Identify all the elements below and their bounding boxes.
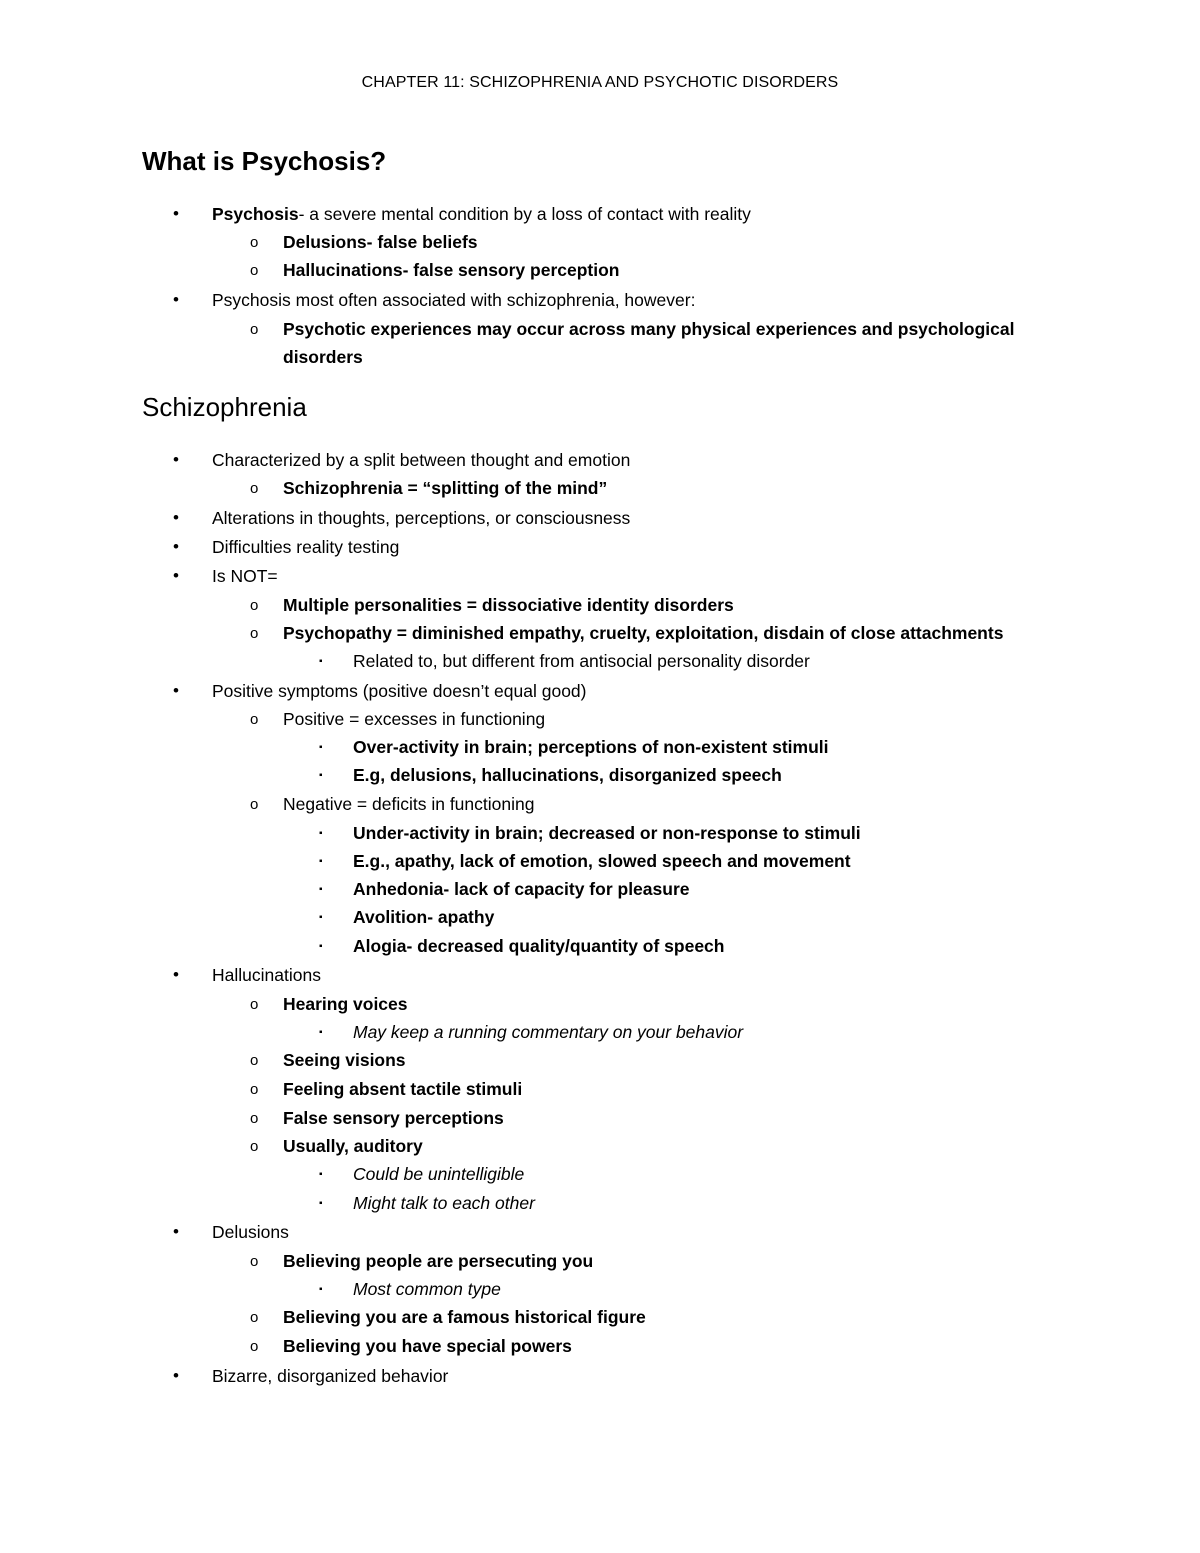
list-item: Seeing visions — [283, 1050, 406, 1070]
list-item-continuation: disorders — [283, 347, 363, 367]
list-item: Anhedonia- lack of capacity for pleasure — [353, 879, 690, 899]
bullet-marker: o — [250, 597, 259, 614]
bullet-marker: o — [250, 480, 259, 497]
bullet-marker: o — [250, 1338, 259, 1355]
list-item: Believing people are persecuting you — [283, 1251, 594, 1271]
list-item: Believing you have special powers — [283, 1336, 572, 1356]
list-item: Difficulties reality testing — [212, 537, 400, 557]
bullet-marker: ▪ — [319, 656, 323, 667]
bullet-marker: o — [250, 1081, 259, 1098]
list-item: Under-activity in brain; decreased or non-response to stimuli — [353, 823, 861, 843]
bullet-marker: • — [173, 566, 179, 585]
list-item: Related to, but different from antisocial personality disorder — [353, 651, 810, 671]
list-item: Schizophrenia = “splitting of the mind” — [283, 478, 608, 498]
bullet-marker: o — [250, 1052, 259, 1069]
list-item: E.g, delusions, hallucinations, disorganized speech — [353, 765, 782, 785]
bullet-marker: ▪ — [319, 1169, 323, 1180]
list-item: Psychotic experiences may occur across many physical experiences and psychological — [283, 319, 1015, 339]
bullet-marker: o — [250, 262, 259, 279]
list-item: Delusions- false beliefs — [283, 232, 478, 252]
list-item: Positive = excesses in functioning — [283, 709, 546, 729]
bullet-marker: o — [250, 1138, 259, 1155]
bullet-marker: ▪ — [319, 828, 323, 839]
list-item: Positive symptoms (positive doesn’t equal good) — [212, 681, 587, 701]
bullet-marker: ▪ — [319, 1284, 323, 1295]
list-item: Psychosis most often associated with schizophrenia, however: — [212, 290, 696, 310]
list-item: Might talk to each other — [353, 1193, 535, 1213]
list-item: Alogia- decreased quality/quantity of speech — [353, 936, 725, 956]
list-item: Negative = deficits in functioning — [283, 794, 535, 814]
bullet-marker: • — [173, 537, 179, 556]
list-item: Usually, auditory — [283, 1136, 423, 1156]
bullet-marker: o — [250, 996, 259, 1013]
bullet-marker: o — [250, 234, 259, 251]
bullet-marker: o — [250, 625, 259, 642]
bullet-marker: ▪ — [319, 856, 323, 867]
list-item: E.g., apathy, lack of emotion, slowed speech and movement — [353, 851, 851, 871]
bullet-marker: ▪ — [319, 770, 323, 781]
bullet-marker: ▪ — [319, 912, 323, 923]
bullet-marker: ▪ — [319, 884, 323, 895]
chapter-title: CHAPTER 11: SCHIZOPHRENIA AND PSYCHOTIC DISORDERS — [361, 74, 839, 91]
bullet-marker: • — [173, 1366, 179, 1385]
list-item: Bizarre, disorganized behavior — [212, 1366, 449, 1386]
list-item: Multiple personalities = dissociative identity disorders — [283, 595, 734, 615]
list-item: Could be unintelligible — [353, 1164, 525, 1184]
list-item: Alterations in thoughts, perceptions, or consciousness — [212, 508, 631, 528]
bullet-marker: • — [173, 204, 179, 223]
bullet-marker: • — [173, 1222, 179, 1241]
list-item: Delusions — [212, 1222, 289, 1242]
list-item: Avolition- apathy — [353, 907, 495, 927]
bullet-marker: o — [250, 796, 259, 813]
bullet-marker: • — [173, 508, 179, 527]
list-item: Hearing voices — [283, 994, 408, 1014]
section-heading-psychosis: What is Psychosis? — [142, 146, 387, 176]
bullet-marker: ▪ — [319, 1027, 323, 1038]
section-heading-schizophrenia: Schizophrenia — [142, 392, 307, 422]
bullet-marker: ▪ — [319, 742, 323, 753]
list-item: Hallucinations — [212, 965, 321, 985]
bullet-marker: • — [173, 450, 179, 469]
bullet-marker: ▪ — [319, 1198, 323, 1209]
list-item: Psychosis- a severe mental condition by a loss of contact with reality — [212, 204, 751, 224]
bullet-marker: o — [250, 321, 259, 338]
list-item: Most common type — [353, 1279, 501, 1299]
bullet-marker: o — [250, 1253, 259, 1270]
bullet-marker: • — [173, 290, 179, 309]
list-item: Characterized by a split between thought and emotion — [212, 450, 631, 470]
list-item: Hallucinations- false sensory perception — [283, 260, 620, 280]
bullet-marker: o — [250, 1309, 259, 1326]
bullet-marker: o — [250, 1110, 259, 1127]
list-item: Believing you are a famous historical figure — [283, 1307, 646, 1327]
bullet-marker: o — [250, 711, 259, 728]
list-item: False sensory perceptions — [283, 1108, 504, 1128]
list-item: Is NOT= — [212, 566, 278, 586]
list-item: Feeling absent tactile stimuli — [283, 1079, 523, 1099]
bullet-marker: ▪ — [319, 941, 323, 952]
list-item: May keep a running commentary on your behavior — [353, 1022, 744, 1042]
list-item: Psychopathy = diminished empathy, cruelty, exploitation, disdain of close attachments — [283, 623, 1004, 643]
bullet-marker: • — [173, 681, 179, 700]
list-item: Over-activity in brain; perceptions of non-existent stimuli — [353, 737, 829, 757]
bullet-marker: • — [173, 965, 179, 984]
